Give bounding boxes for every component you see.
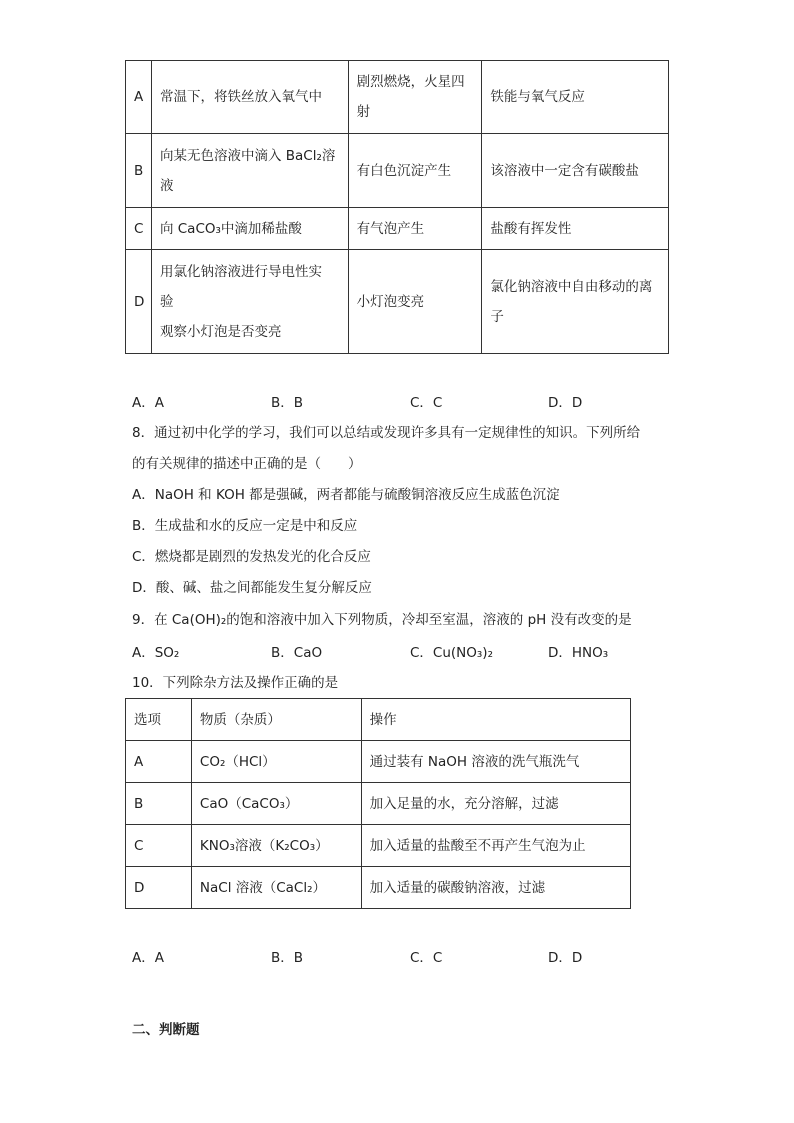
operation-cell <box>151 208 348 250</box>
option-d[interactable]: D．HNO₃ <box>548 645 609 661</box>
table-row <box>126 208 669 250</box>
cell-line: 用氯化钠溶液进行导电性实 <box>159 263 322 280</box>
conclusion-cell <box>482 208 669 250</box>
phenomenon-cell <box>348 208 482 250</box>
option-d[interactable]: D．D <box>548 395 583 411</box>
cell-line: 有气泡产生 <box>356 220 425 237</box>
table-row <box>126 825 631 867</box>
q8-option-a[interactable]: A．NaOH 和 KOH 都是强碱，两者都能与硫酸铜溶液反应生成蓝色沉淀 <box>132 487 560 503</box>
option-d[interactable]: D．D <box>548 950 583 966</box>
header-cell: 操作 <box>361 699 630 741</box>
conclusion-cell <box>482 250 669 354</box>
cell-line: 向某无色溶液中滴入 BaCl₂溶 <box>159 147 336 164</box>
option-b[interactable]: B．B <box>271 395 304 411</box>
cell-line: 铁能与氧气反应 <box>490 89 585 105</box>
table-row <box>126 741 631 783</box>
option-a[interactable]: A．A <box>132 395 164 411</box>
impurity-removal-table <box>125 698 631 909</box>
option-a[interactable]: A．SO₂ <box>132 645 180 661</box>
cell-line: 向 CaCO₃中滴加稀盐酸 <box>159 220 302 237</box>
row-label: B <box>126 134 152 208</box>
q9-options <box>132 641 652 663</box>
table-row <box>126 61 669 134</box>
cell-line: 观察小灯泡是否变亮 <box>159 323 282 340</box>
q10-options <box>132 946 652 968</box>
cell-line: 小灯泡变亮 <box>356 293 425 310</box>
option-a[interactable]: A．A <box>132 950 164 966</box>
operation-cell: 加入适量的碳酸钠溶液，过滤 <box>361 867 630 909</box>
cell-line: 子 <box>490 308 504 325</box>
operation-cell <box>151 134 348 208</box>
header-cell: 物质（杂质） <box>191 699 361 741</box>
substance-cell: NaCl 溶液（CaCl₂） <box>191 867 361 909</box>
cell-line: 剧烈燃烧，火星四 <box>356 74 465 90</box>
cell-line: 射 <box>356 104 371 120</box>
row-label: B <box>126 783 192 825</box>
conclusion-cell <box>482 134 669 208</box>
q8-stem-line-1: 8．通过初中化学的学习，我们可以总结或发现许多具有一定规律性的知识。下列所给 <box>132 425 641 441</box>
cell-line: 该溶液中一定含有碳酸盐 <box>490 162 639 179</box>
substance-cell: KNO₃溶液（K₂CO₃） <box>191 825 361 867</box>
substance-cell: CO₂（HCl） <box>191 741 361 783</box>
option-c[interactable]: C．C <box>410 950 443 966</box>
row-label: C <box>126 825 192 867</box>
q7-options <box>132 391 652 413</box>
cell-line: 氯化钠溶液中自由移动的离 <box>490 278 653 295</box>
phenomenon-cell <box>348 250 482 354</box>
row-label: A <box>126 741 192 783</box>
cell-line: 验 <box>159 293 174 310</box>
row-label: C <box>126 208 152 250</box>
operation-cell: 加入适量的盐酸至不再产生气泡为止 <box>361 825 630 867</box>
phenomenon-cell <box>348 61 482 134</box>
cell-line: 液 <box>159 177 174 194</box>
q8-option-b[interactable]: B．生成盐和水的反应一定是中和反应 <box>132 518 358 534</box>
option-b[interactable]: B．B <box>271 950 304 966</box>
table-header-row <box>126 699 631 741</box>
row-label: A <box>126 61 152 134</box>
option-c[interactable]: C．Cu(NO₃)₂ <box>410 645 493 661</box>
q10-stem: 10．下列除杂方法及操作正确的是 <box>132 675 339 691</box>
q8-option-c[interactable]: C．燃烧都是剧烈的发热发光的化合反应 <box>132 549 371 565</box>
cell-line: 有白色沉淀产生 <box>356 162 452 179</box>
cell-line: 常温下，将铁丝放入氧气中 <box>159 89 322 105</box>
table-row <box>126 867 631 909</box>
option-b[interactable]: B．CaO <box>271 645 323 661</box>
q9-stem: 9．在 Ca(OH)₂的饱和溶液中加入下列物质，冷却至室温，溶液的 pH 没有改变的是 <box>132 612 632 628</box>
header-cell: 选项 <box>126 699 192 741</box>
section-title: 二、判断题 <box>132 1022 200 1038</box>
option-c[interactable]: C．C <box>410 395 443 411</box>
operation-cell <box>151 250 348 354</box>
table-row <box>126 134 669 208</box>
table-row <box>126 250 669 354</box>
experiment-table <box>125 60 669 354</box>
cell-line: 盐酸有挥发性 <box>490 220 572 237</box>
phenomenon-cell <box>348 134 482 208</box>
operation-cell: 加入足量的水，充分溶解，过滤 <box>361 783 630 825</box>
table-row <box>126 783 631 825</box>
row-label: D <box>126 867 192 909</box>
substance-cell: CaO（CaCO₃） <box>191 783 361 825</box>
operation-cell: 通过装有 NaOH 溶液的洗气瓶洗气 <box>361 741 630 783</box>
operation-cell <box>151 61 348 134</box>
conclusion-cell <box>482 61 669 134</box>
q8-option-d[interactable]: D．酸、碱、盐之间都能发生复分解反应 <box>132 580 372 596</box>
q8-stem-line-2: 的有关规律的描述中正确的是（ ） <box>132 456 362 472</box>
row-label: D <box>126 250 152 354</box>
